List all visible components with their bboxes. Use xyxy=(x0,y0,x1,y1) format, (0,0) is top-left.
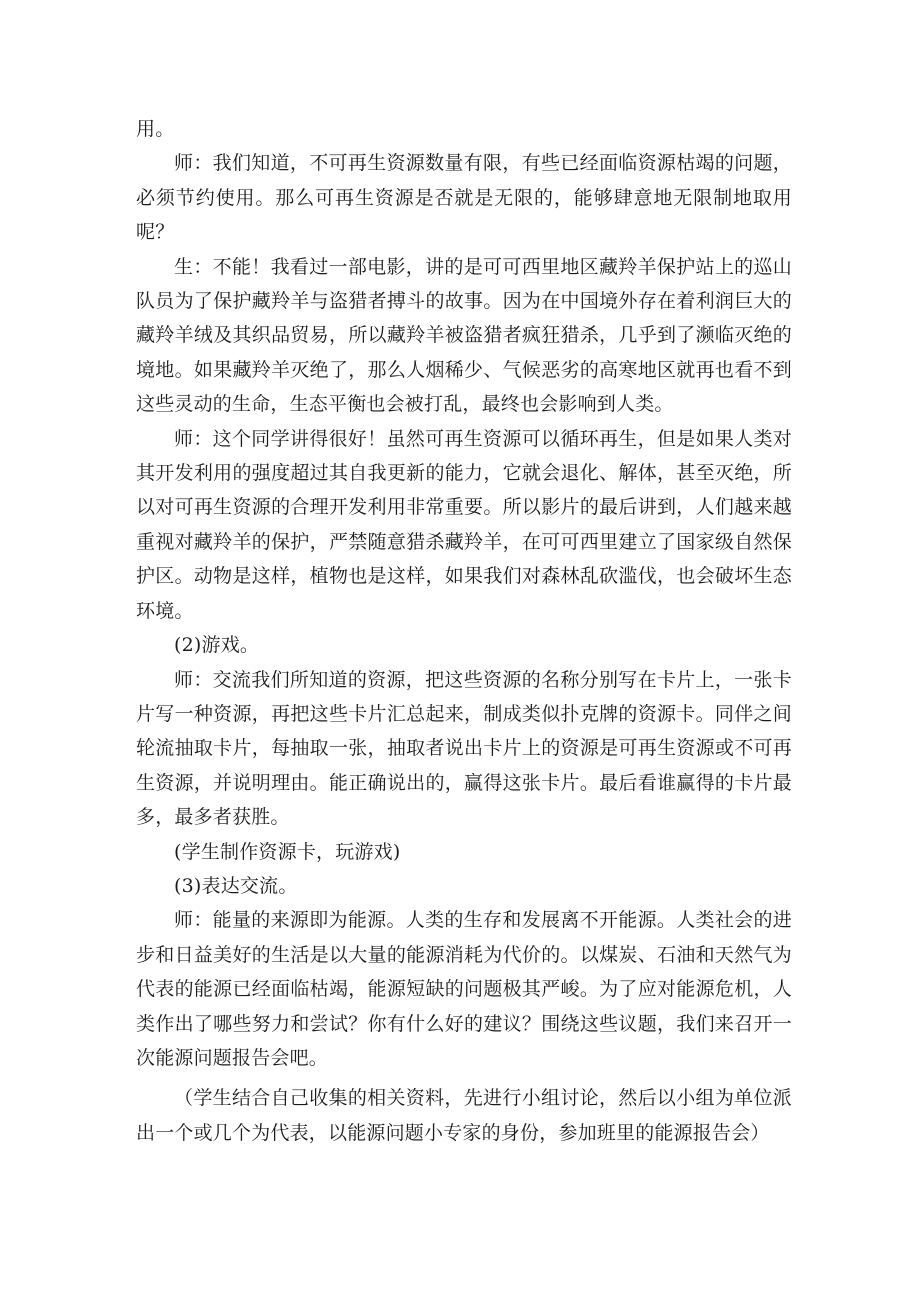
paragraph-continuation: 用。 xyxy=(136,118,175,140)
paragraph-teacher-question: 师：我们知道，不可再生资源数量有限，有些已经面临资源枯竭的问题，必须节约使用。那么可再生资源是否就是无限的，能够肆意地无限制地取用呢？ xyxy=(136,152,792,244)
document-page xyxy=(136,112,792,1150)
paragraph-energy-discussion: 师：能量的来源即为能源。人类的生存和发展离不开能源。人类社会的进步和日益美好的生活是以大量的能源消耗为代价的。以煤炭、石油和天然气为代表的能源已经面临枯竭，能源短缺的问题极其严峻。为了应对能源危机，人类作出了哪些努力和尝试？你有什么好的建议？围绕这些议题，我们来召开一次能源问题报告会吧。 xyxy=(136,909,792,1069)
paragraph-student-answer: 生：不能！我看过一部电影，讲的是可可西里地区藏羚羊保护站上的巡山队员为了保护藏羚羊与盗猎者搏斗的故事。因为在中国境外存在着利润巨大的藏羚羊绒及其织品贸易，所以藏羚羊被盗猎者疯狂猎杀，几乎到了濒临灭绝的境地。如果藏羚羊灭绝了，那么人烟稀少、气候恶劣的高寒地区就再也看不到这些灵动的生命，生态平衡也会被打乱，最终也会影响到人类。 xyxy=(136,255,792,416)
paragraph-game-rules: 师：交流我们所知道的资源，把这些资源的名称分别写在卡片上，一张卡片写一种资源，再把这些卡片汇总起来，制成类似扑克牌的资源卡。同伴之间轮流抽取卡片，每抽取一张，抽取者说出卡片上的资源是可再生资源或不可再生资源，并说明理由。能正确说出的，赢得这张卡片。最后看谁赢得的卡片最多，最多者获胜。 xyxy=(136,668,792,829)
paragraph-student-activity: (学生制作资源卡，玩游戏) xyxy=(174,840,401,863)
paragraph-teacher-comment: 师：这个同学讲得很好！虽然可再生资源可以循环再生，但是如果人类对其开发利用的强度超过其自我更新的能力，它就会退化、解体，甚至灭绝，所以对可再生资源的合理开发利用非常重要。所以影片的最后讲到，人们越来越重视对藏羚羊的保护，严禁随意猎杀藏羚羊，在可可西里建立了国家级自然保护区。动物是这样，植物也是这样，如果我们对森林乱砍滥伐，也会破坏生态环境。 xyxy=(136,427,792,622)
section-heading-game: (2)游戏。 xyxy=(174,634,260,657)
section-heading-expression: (3)表达交流。 xyxy=(174,874,298,897)
paragraph-student-report: （学生结合自己收集的相关资料，先进行小组讨论，然后以小组为单位派出一个或几个为代表，以能源问题小专家的身份，参加班里的能源报告会） xyxy=(136,1087,792,1144)
